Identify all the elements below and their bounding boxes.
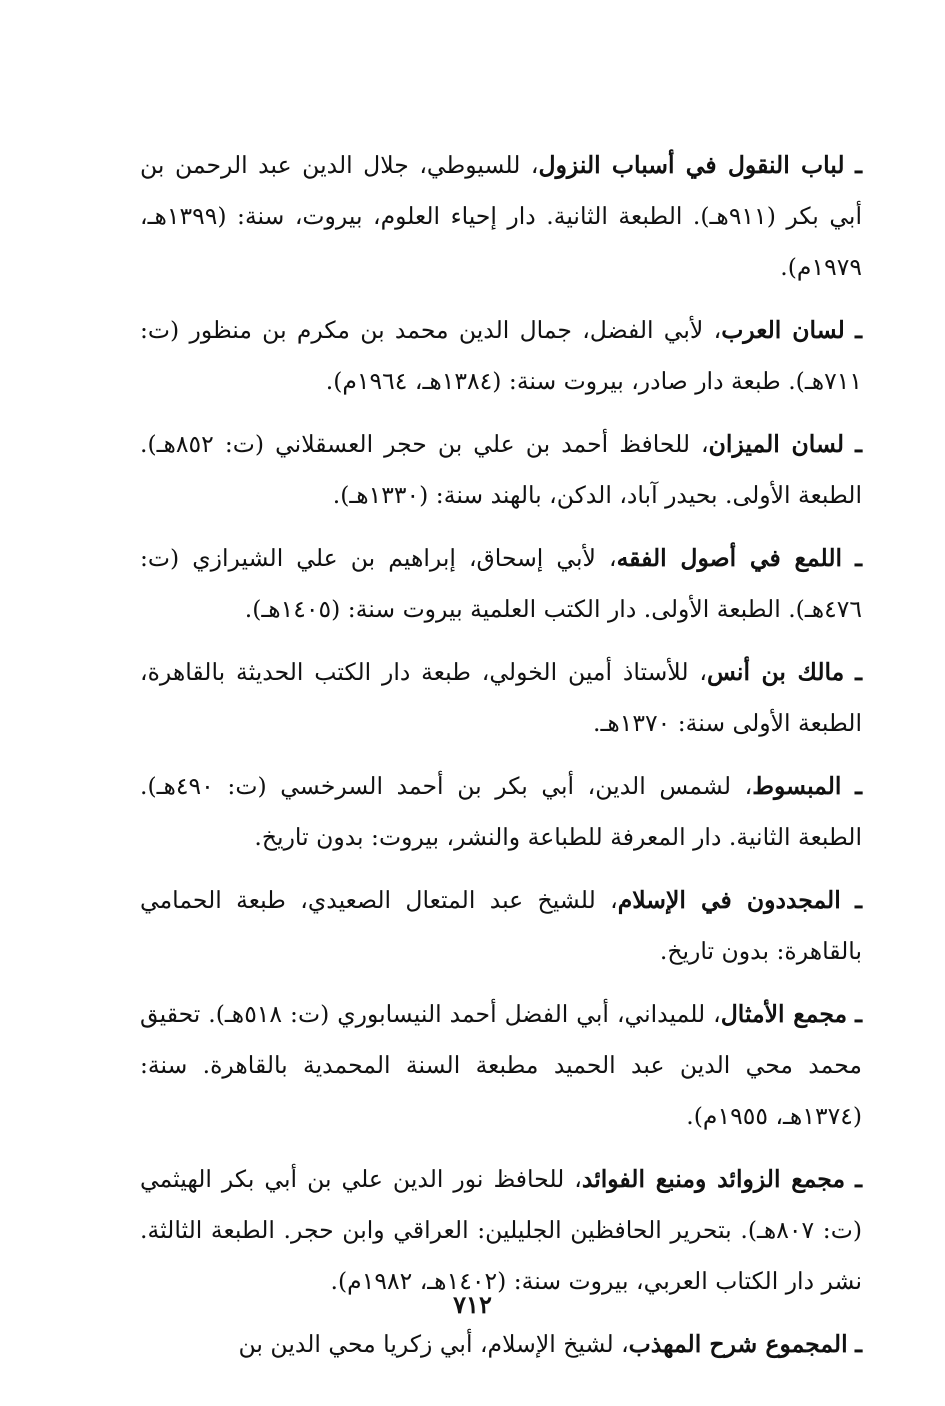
entry-details: ، للأستاذ أمين الخولي، طبعة دار الكتب الحديثة بالقاهرة، الطبعة الأولى سنة: ١٣٧٠هـ.	[140, 658, 862, 737]
entry-dash: ـ	[855, 1330, 862, 1358]
entry-details: ، للشيخ عبد المتعال الصعيدي، طبعة الحمامي بالقاهرة: بدون تاريخ.	[140, 886, 862, 965]
bibliography-entry	[140, 989, 862, 1142]
bibliography-entry	[140, 533, 862, 635]
page-number: ٧١٢	[453, 1290, 492, 1319]
entry-details: ، لشيخ الإسلام، أبي زكريا محي الدين بن	[238, 1330, 629, 1358]
entry-details: ، لشمس الدين، أبي بكر بن أحمد السرخسي (ت: ٤٩٠هـ). الطبعة الثانية. دار المعرفة للطباعة والنشر، بيروت: بدون تاريخ.	[140, 772, 862, 851]
entry-dash: ـ	[855, 430, 863, 458]
entry-dash: ـ	[855, 544, 862, 572]
entry-dash: ـ	[855, 151, 862, 179]
entry-title: مجمع الزوائد ومنبع الفوائد	[581, 1165, 846, 1193]
bibliography-entry	[140, 140, 862, 293]
entry-title: لباب النقول في أسباب النزول	[538, 151, 845, 179]
bibliography-entry	[140, 761, 862, 863]
entry-dash: ـ	[855, 886, 862, 914]
entry-details: ، للحافظ أحمد بن علي بن حجر العسقلاني (ت: ٨٥٢هـ). الطبعة الأولى. بحيدر آباد، الدكن، بالهند سنة: (١٣٣٠هـ).	[140, 430, 862, 509]
entry-dash: ـ	[855, 316, 862, 344]
entry-dash: ـ	[855, 772, 862, 800]
bibliography-entry	[140, 419, 862, 521]
bibliography-entry	[140, 1154, 862, 1307]
entry-dash: ـ	[855, 1165, 862, 1193]
entry-title: مالك بن أنس	[706, 658, 845, 686]
bibliography-entry	[140, 305, 862, 407]
entry-title: المجددون في الإسلام	[617, 886, 841, 914]
bibliography-entry	[140, 1319, 862, 1370]
entry-title: مجمع الأمثال	[720, 1000, 848, 1028]
entry-details: ، لأبي الفضل، جمال الدين محمد بن مكرم بن منظور (ت: ٧١١هـ). طبعة دار صادر، بيروت سنة: (١٣٨٤هـ، ١٩٦٤م).	[140, 316, 862, 395]
bibliography-list	[140, 140, 862, 1382]
entry-title: المبسوط	[752, 772, 842, 800]
entry-dash: ـ	[855, 1000, 862, 1028]
entry-details: ، للميداني، أبي الفضل أحمد النيسابوري (ت: ٥١٨هـ). تحقيق محمد محي الدين عبد الحميد مطبعة السنة المحمدية بالقاهرة. سنة: (١٣٧٤هـ، ١٩٥٥م).	[140, 1000, 862, 1130]
entry-title: اللمع في أصول الفقه	[616, 544, 843, 572]
entry-details: ، لأبي إسحاق، إبراهيم بن علي الشيرازي (ت: ٤٧٦هـ). الطبعة الأولى. دار الكتب العلمية بيروت سنة: (١٤٠٥هـ).	[140, 544, 862, 623]
bibliography-entry	[140, 875, 862, 977]
entry-title: لسان العرب	[721, 316, 845, 344]
entry-details: ، للحافظ نور الدين علي بن أبي بكر الهيثمي (ت: ٨٠٧هـ). بتحرير الحافظين الجليلين: العراقي وابن حجر. الطبعة الثالثة. نشر دار الكتاب العربي، بيروت سنة: (١٤٠٢هـ، ١٩٨٢م).	[140, 1165, 862, 1295]
bibliography-entry	[140, 647, 862, 749]
entry-details: ، للسيوطي، جلال الدين عبد الرحمن بن أبي بكر (٩١١هـ). الطبعة الثانية. دار إحياء العلوم، بيروت، سنة: (١٣٩٩هـ، ١٩٧٩م).	[140, 151, 862, 281]
entry-title: المجموع شرح المهذب	[628, 1330, 848, 1358]
entry-dash: ـ	[855, 658, 862, 686]
entry-title: لسان الميزان	[708, 430, 845, 458]
